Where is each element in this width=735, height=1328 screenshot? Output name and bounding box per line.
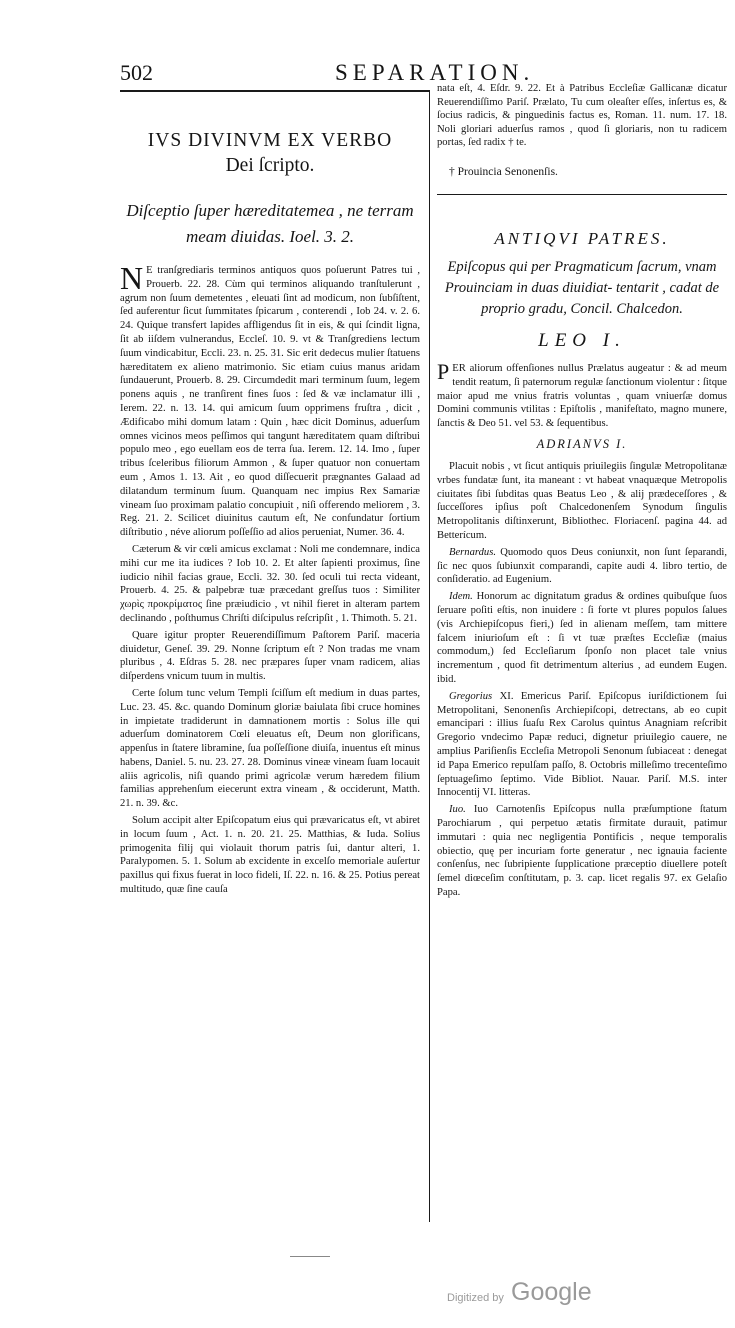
idem-text: Honorum ac dignitatum gradus & ordines quibuſque ſuos ſeruare poſiti eſtis, non inuidere : ſi forte vt plures populos ſalues (vis Archiepiſcopus fieri,) ſed in alienam meſſem, tam mittere falcem iniurioſum eſt : ſi vt tuæ præſtes Eccleſiæ (maius commodum,) ſed Eccleſiarum ſponſo non placet tale vnius incrementum , quod fit detrimentum alterius , ad eundem Eugen. ibid. [437,591,727,685]
gregorius-label: Gregorius [449,690,493,702]
idem-label: Idem. [449,591,473,603]
paragraph-5: Solum accipit alter Epiſcopatum eius qui prævaricatus eſt, vt abiret in locum ſuum , Act. 1. n. 20. 21. 25. Matthias, & Iuda. Solius primogenita filij qui violauit thorum patris ſui, dantur alteri, 1. Paralypomen. 5. 1. Solum ab excidente in excelſo memoriale auſertur paxillus qui fixus fuerat in loco fideli, Iſ. 22. n. 16. & 25. Potius pereat multitudo, quæ ſine cauſa [120,815,420,896]
ius-divinum-heading [120,128,420,178]
disceptio-heading: Diſceptio ſuper hæreditatemea , ne terram meam diuidas. Ioel. 3. 2. [126,201,414,246]
paragraph-1-text: E tranſgrediaris terminos antiquos quos poſuerunt Patres tui , Prouerb. 22. 28. Cùm qui terminos aliquando tranſtulerunt , agrum non ſuum demetentes , eleuati ſint ad modicum, non ſubſiſtent, ſed auferentur ſicut ſummitates ſpicarum , conterendi , Iob 24. v. 2. 6. 24. Quique transfert lapides affligendus ſit in eis, & qui ſcindit ligna, ſit ab iiſdem vulnerandus, Eccleſ. 10. 9. vt & Tranſgrediens lectum ſuum vindicabitur, Eccli. 23. n. 25. 31. Sic erit dedecus mulier ſtatuens hæreditatem ex alieno matrimonio. Sic etiam cuius manus aridam ſundauerunt, Prouerb. 8. 29. Circumdedit mari terminum ſuum, legem ponens aquis , ne tranſirent fines ſuos : ſed & væ inclamatur illi , Ierem. 22. n. 13. 14. qui amicum ſuum opprimens fruſtra , dicit , Ædificabo mihi domum latam : Quin , hæc dicit Dominus, aduerſum omnes vicinos meos peſſimos qui tangunt hæreditatem quam diſtribui populo meo , ego euellam eos de terra ſua. Ierem. 12. 14. Imo , ſuper tribus ſceleribus filiorum Ammon , & ſuper quatuor non conuertam eum , Amos 1. 13. Ait , eo quod diſſecuerit prægnantes Galaad ad dilatandum terminum ſuum. Quanquam nec impius Rex Samariæ vineam ſuo proximam palatio concupiuit , niſi offerendo meliorem , 3. Reg. 21. 2. Scilicet diuinitus cautum eſt, Ne confundatur ſortium diſtributio , néve aliorum poſſeſſio ad alios perueniat, Numer. 36. 4. [120,265,420,539]
bernardus-label: Bernardus. [449,546,496,558]
google-logo: Google [511,1278,592,1306]
antiqui-patres-heading: ANTIQVI PATRES. [494,229,670,248]
column-divider [429,92,430,1222]
iuo-text: Iuo Carnotenſis Epiſcopus nulla præſumptione ſtatum Parochiarum , qui perpetuo ætatis firmitate durauit, patimur immutari : quia nec negligentia Pontificis , neque temporalis obiectio, quę per incuriam forte generatur , nec ignauia faciente conſenſus, nec ſubripiente ſupplicatione præceptio diuellere poteſt ſemel diœceſim conſtitutam, p. 3. cap. licet regalis 97. ex Gelaſio Papa. [437,804,727,898]
footnote: † Prouincia Senonenſis. [449,165,558,178]
adrian-paragraph [437,460,727,543]
page-bottom-mark [290,1256,330,1257]
heading-title: IVS DIVINVM EX VERBO [147,130,393,151]
leo-heading: LEO I. [538,330,626,351]
right-column [437,82,727,1222]
paragraph-2: Cæterum & vir cœli amicus exclamat : Noli me condemnare, indica mihi cur me ita iudices ? Iob 10. 2. Et alter ſapienti proximus, ſine iudicio nihil facias graue, Eccli. 32. 30. ſed oculi tui recta videant, Prouerb. 4. 25. & palpebræ tuæ præcedant greſſus tuos : Similiter χωρὶς προκρίματος ſine præiudicio , vt nihil fieret in alteram partem declinando , poſthumus Chriſti diſcipulus reſcripſit , 1. Thimoth. 5. 21. [120,543,420,624]
bernardus-text: Quomodo quos Deus coniunxit, non ſunt ſeparandi, ſic nec quos ſubiunxit comparandi, capite audi 4. libro tertio, de conſideratio. ad Eugenium. [437,546,727,586]
leo-text: ER aliorum offenſiones nullus Prælatus augeatur : & ad meum tendit reatum, ſi paternorum regulæ ſanctionum violentur : ſitque maior apud me vnius fratris voluntas , quam vniuerſæ domus Domini communis vtilitas : Epiſtolis , manifeſtato, magno munere, ſanctis & Deo 51. vel 53. & ſequentibus. [437,363,727,430]
adrian-heading: ADRIANVS I. [536,436,628,451]
idem-paragraph [437,590,727,687]
leo-paragraph [437,359,727,431]
bernardus-paragraph [437,546,727,587]
paragraph-4: Certe ſolum tunc velum Templi ſciſſum eſt medium in duas partes, Luc. 23. 45. &c. quando Dominum gloriæ baiulata ſibi cruce homines in impietate tradiderunt in damnationem mortis : Solus ille qui aduerſum dominatorem Cœli eleuatus eſt, Deum non glorificans, appenſus in ſtatere libramine, ſua poſſeſſione diuiſa, inuentus eſt minus habens, Daniel. 5. nu. 23. 27. 28. Dominus vineæ vineam ſuam locauit aliis agricolis, niſi quando primi agricolæ verum hæredem filium familias apprehenſum eiecerunt extra vineam , & occiderunt, Matth. 21. n. 39. &c. [120,687,420,810]
gregorius-paragraph [437,690,727,800]
paragraph-1 [120,260,420,540]
section-rule [437,194,727,196]
page-number: 502 [120,60,153,85]
iuo-label: Iuo. [449,804,466,816]
heading-subtitle: Dei ſcripto. [225,155,315,176]
paragraph-3: Quare igitur propter Reuerendiſſimum Paſtorem Pariſ. maceria diuidetur, Geneſ. 39. 29. Nonne ſcriptum eſt ? Non tradas me vnam pluribus , 4. Eſdras 5. 28. nec præpares ſuper vnam radicem, alias diſperdens vnicum tuum in multis. [120,629,420,683]
digitized-by-label: Digitized by [447,1292,504,1304]
continued-text: nata eſt, 4. Eſdr. 9. 22. Et à Patribus Eccleſiæ Gallicanæ dicatur Reuerendiſſimo Pariſ. Prælato, Tu cum oleaſter eſſes, inſertus es, & ſocius radicis, & pinguedinis factus es, Roman. 11. num. 17. 18. Noli gloriari aduerſus ramos , quod ſi gloriaris, non tu radicem portas, ſed radix † te. [437,83,727,148]
drop-cap-n: N [120,260,144,296]
drop-cap-p: P [437,359,450,384]
google-watermark [447,1278,627,1318]
iuo-paragraph [437,803,727,900]
adrian-text: Placuit nobis , vt ſicut antiquis priuilegiis ſingulæ Metropolitanæ vrbes fundatæ ſunt, ita maneant : vt habeat vnaquæque Metropolis ciuitates ſibi ſubditas quas Beatus Leo , & alij prædeceſſores , & ſucceſſores ipſius poſt Chalcedonenſem Synodum ſingulis Metropolitanis diſtinxerunt, Bibliothec. Floriacenſ. pagina 44. ad Betterícum. [437,460,727,541]
running-title: SEPARATION. [335,60,535,85]
gregorius-text: XI. Emericus Pariſ. Epiſcopus iuriſdictionem ſui Metropolitani, Senonenſis Archiepiſcopi, detrectans, ab eo cupit emancipari : illius ſuaſu Rex Carolus quintus Anagniam reſcribit Gregorio vndecimo Papæ reduci, dignetur priuilegio cauere, ne amplius Pariſienſis Eccleſia Metropoli Senonum ſubiaceat : denegat id Papa Emerico repulſam paſſo, 8. Octobris milleſimo trecenteſimo ſeptuageſimo ſeptimo. Vide Bibliot. Nauar. Pariſ. M.S. inter Innocentij VI. litteras. [437,690,727,799]
canon-title: Epiſcopus qui per Pragmaticum ſacrum, vnam Prouinciam in duas diuidiat- tentarit , cadat de proprio gradu, Concil. Chalcedon. [444,259,720,317]
left-column [120,92,420,1222]
